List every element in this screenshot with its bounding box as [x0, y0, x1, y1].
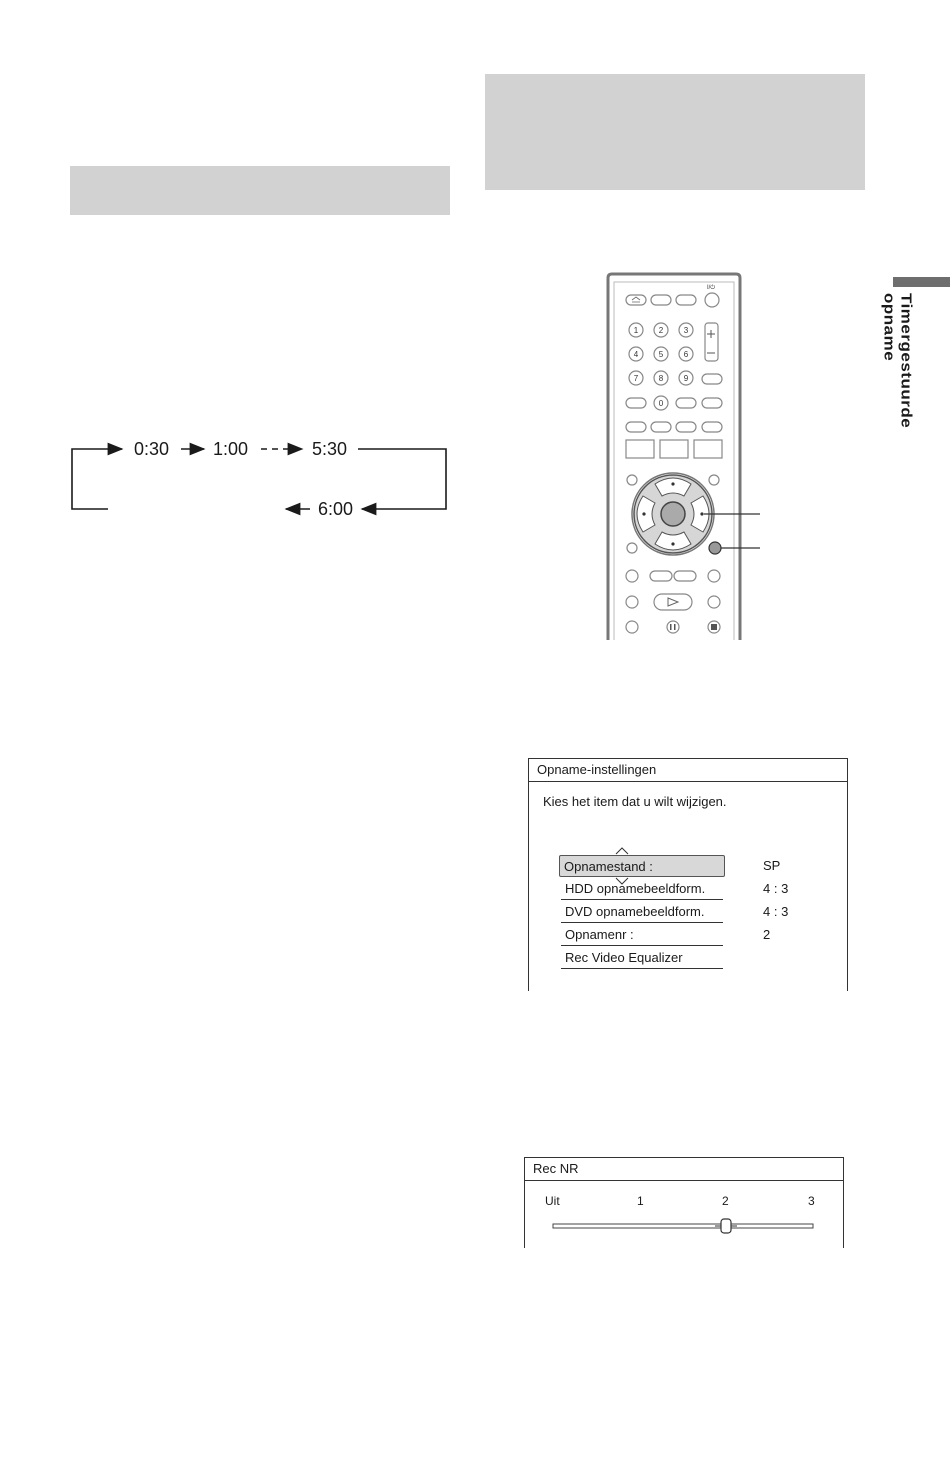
key-6: 6 [683, 350, 689, 359]
key-3: 3 [683, 326, 689, 335]
menu-value-opnamenr: 2 [763, 927, 771, 942]
recording-time-cycle-diagram [70, 432, 450, 522]
rec-nr-level-2: 2 [722, 1194, 729, 1208]
menu-item-dvd-aspect[interactable]: DVD opnamebeeldform. [561, 901, 723, 923]
rec-nr-level-1: 1 [637, 1194, 644, 1208]
key-8: 8 [658, 374, 664, 383]
menu-item-opnamenr[interactable]: Opnamenr : [561, 924, 723, 946]
chapter-title: Timergestuurde opname [881, 293, 915, 429]
remote-control-illustration [600, 272, 770, 640]
key-2: 2 [658, 326, 664, 335]
rec-nr-title: Rec NR [525, 1158, 843, 1181]
left-heading-band [70, 166, 450, 215]
rec-nr-menu [524, 1157, 844, 1248]
right-heading-band [485, 74, 865, 190]
key-4: 4 [633, 350, 639, 359]
menu-value-dvd-aspect: 4 : 3 [763, 904, 789, 919]
scroll-up-icon [615, 847, 629, 855]
cycle-step-1-00: 1:00 [213, 439, 249, 459]
menu-item-rec-video-equalizer[interactable]: Rec Video Equalizer [561, 947, 723, 969]
chapter-tab-marker [893, 277, 950, 287]
rec-nr-slider[interactable] [551, 1218, 816, 1234]
cycle-step-6-00: 6:00 [318, 499, 354, 519]
menu-value-hdd-aspect: 4 : 3 [763, 881, 789, 896]
rec-nr-level-uit: Uit [545, 1194, 560, 1208]
menu-prompt: Kies het item dat u wilt wijzigen. [543, 794, 727, 809]
menu-item-opnamestand[interactable]: Opnamestand : [559, 855, 725, 877]
key-1: 1 [633, 326, 639, 335]
cycle-step-0-30: 0:30 [134, 439, 170, 459]
key-0: 0 [658, 399, 664, 408]
rec-nr-level-3: 3 [808, 1194, 815, 1208]
key-9: 9 [683, 374, 689, 383]
recording-settings-menu [528, 758, 848, 991]
cycle-arrows [70, 432, 450, 522]
key-5: 5 [658, 350, 664, 359]
rec-nr-slider-thumb[interactable] [715, 1219, 737, 1233]
menu-item-hdd-aspect[interactable]: HDD opnamebeeldform. [561, 878, 723, 900]
menu-title: Opname-instellingen [529, 759, 847, 782]
cycle-step-5-30: 5:30 [312, 439, 348, 459]
key-7: 7 [633, 374, 639, 383]
power-label: I/⏻ [706, 285, 716, 291]
menu-value-opnamestand: SP [763, 858, 781, 873]
